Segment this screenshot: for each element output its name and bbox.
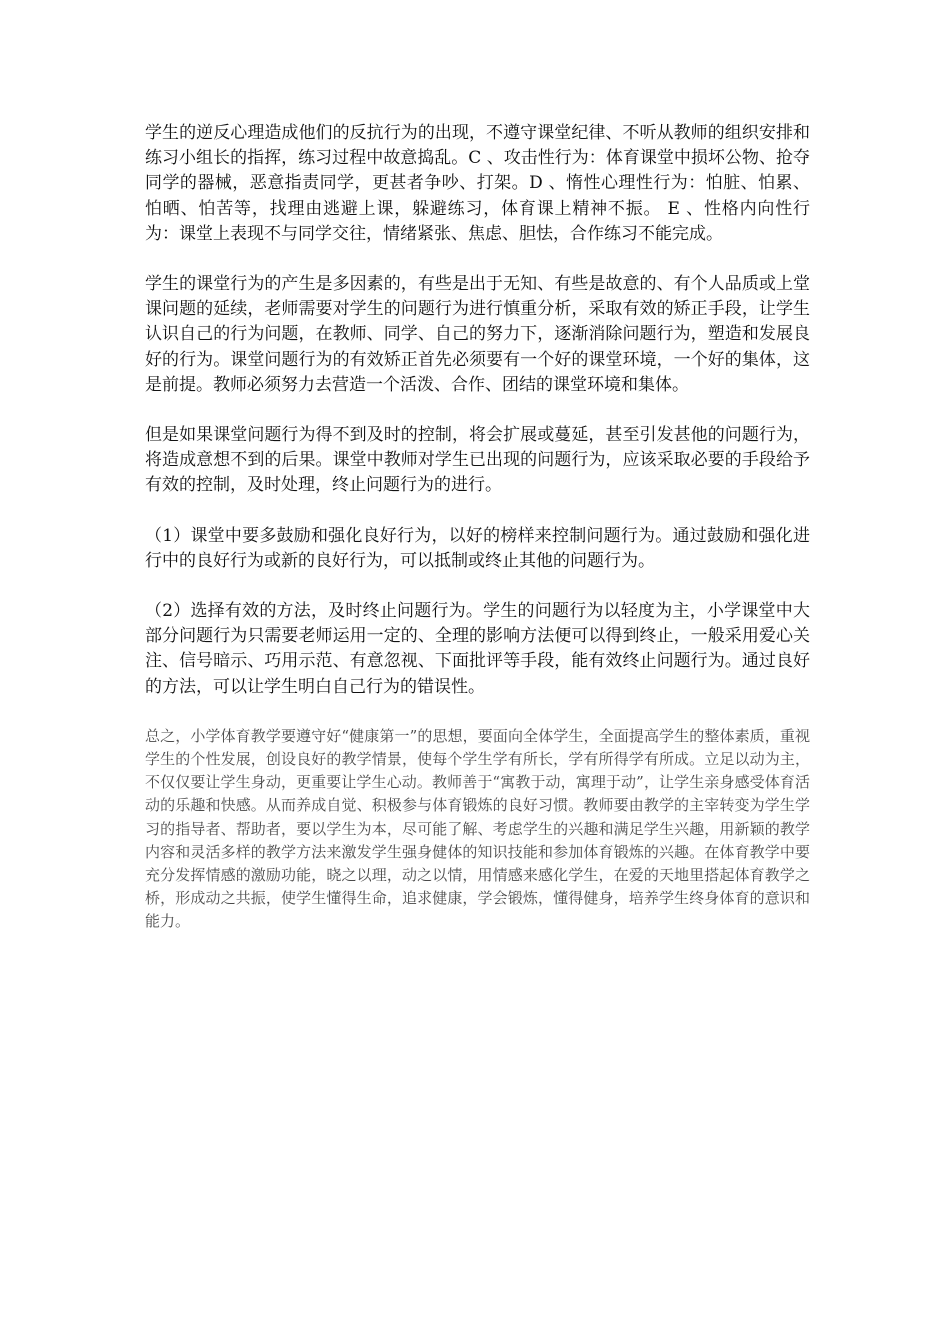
paragraph-conclusion: 总之，小学体育教学要遵守好“健康第一”的思想，要面向全体学生，全面提高学生的整体素质，重视学生的个性发展，创设良好的教学情景，使每个学生学有所长，学有所得学有所成。立足以动为主，不仅仅要让学生身动，更重要让学生心动。教师善于“寓教于动，寓理于动”，让学生亲身感受体育活动的乐趣和快感。从而养成自觉、积极参与体育锻炼的良好习惯。教师要由教学的主宰转变为学生学习的指导者、帮助者，要以学生为本，尽可能了解、考虑学生的兴趣和满足学生兴趣，用新颖的教学内容和灵活多样的教学方法来激发学生强身健体的知识技能和参加体育锻炼的兴趣。在体育教学中要充分发挥情感的激励功能，晓之以理，动之以情，用情感来感化学生，在爱的天地里搭起体育教学之桥，形成动之共振，使学生懂得生命，追求健康，学会锻炼，懂得健身，培养学生终身体育的意识和能力。 — [145, 726, 810, 931]
paragraph-point-1: （1）课堂中要多鼓励和强化良好行为，以好的榜样来控制问题行为。通过鼓励和强化进行中的良好行为或新的良好行为，可以抵制或终止其他的问题行为。 — [145, 525, 810, 571]
paragraph-student-behaviors: 学生的逆反心理造成他们的反抗行为的出现，不遵守课堂纪律、不听从教师的组织安排和练习小组长的指挥，练习过程中故意捣乱。C 、攻击性行为：体育课堂中损坏公物、抢夺同学的器械，恶意指责同学，更甚者争吵、打架。D 、惰性心理性行为：怕脏、怕累、怕晒、怕苦等，找理由逃避上课，躲避练习，体育课上精神不振。 E 、性格内向性行为：课堂上表现不与同学交往，情绪紧张、焦虑、胆怯，合作练习不能完成。 — [145, 123, 810, 244]
paragraph-control-importance: 但是如果课堂问题行为得不到及时的控制，将会扩展或蔓延，甚至引发甚他的问题行为，将造成意想不到的后果。课堂中教师对学生已出现的问题行为，应该采取必要的手段给予有效的控制，及时处理，终止问题行为的进行。 — [145, 425, 810, 496]
paragraph-point-2: （2）选择有效的方法，及时终止问题行为。学生的问题行为以轻度为主，小学课堂中大部分问题行为只需要老师运用一定的、全理的影响方法便可以得到终止，一般采用爱心关注、信号暗示、巧用示范、有意忽视、下面批评等手段，能有效终止问题行为。通过良好的方法，可以让学生明白自己行为的错误性。 — [145, 601, 810, 697]
document-page — [145, 121, 810, 959]
paragraph-behavior-causes: 学生的课堂行为的产生是多因素的，有些是出于无知、有些是故意的、有个人品质或上堂课问题的延续，老师需要对学生的问题行为进行慎重分析，采取有效的矫正手段，让学生认识自己的行为问题，在教师、同学、自己的努力下，逐渐消除问题行为，塑造和发展良好的行为。课堂问题行为的有效矫正首先必须要有一个好的课堂环境，一个好的集体，这是前提。教师必须努力去营造一个活泼、合作、团结的课堂环境和集体。 — [145, 274, 810, 395]
